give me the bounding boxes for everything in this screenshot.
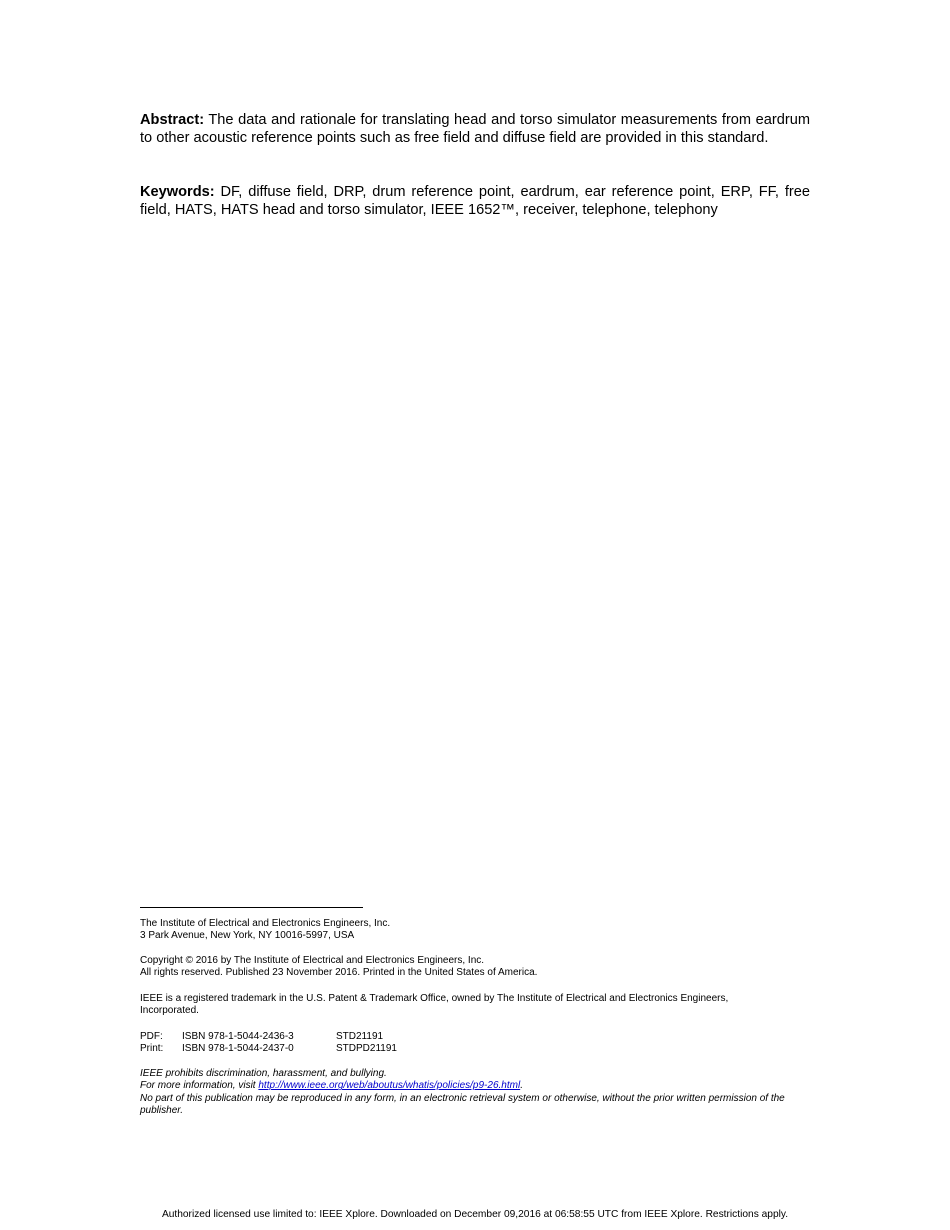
authorization-footer: Authorized licensed use limited to: IEEE Xplore. Downloaded on December 09,2016 at 06:58:55 UTC from IEEE Xplore. Restrictions apply. [161,1209,789,1220]
policy-block [140,1068,812,1118]
policy-statement: IEEE prohibits discrimination, harassment, and bullying. [140,1068,387,1079]
policy-info-suffix: . [520,1080,523,1092]
isbn-table [140,1031,397,1056]
reproduction-notice: No part of this publication may be reproduced in any form, in an electronic retrieval system or otherwise, without the prior written permission of the publisher. [140,1092,785,1117]
publisher-address: 3 Park Avenue, New York, NY 10016-5997, USA [140,930,355,942]
isbn-row-pdf [140,1031,397,1043]
isbn-code: STDPD21191 [336,1043,397,1055]
publisher-name: The Institute of Electrical and Electronics Engineers, Inc. [140,918,391,929]
isbn-row-print [140,1043,397,1055]
keywords-paragraph [140,183,810,219]
rights-line: All rights reserved. Published 23 November 2016. Printed in the United States of America. [140,967,538,979]
policy-link[interactable]: http://www.ieee.org/web/aboutus/whatis/policies/p9-26.html [258,1080,521,1092]
policy-info-line [140,1080,812,1092]
trademark-text: IEEE is a registered trademark in the U.S. Patent & Trademark Office, owned by The Institute of Electrical and Electronics Engineers, Incorporated. [140,993,729,1017]
abstract-label: Abstract: [140,112,205,128]
trademark-block [140,993,740,1018]
policy-info-prefix: For more information, visit [140,1080,259,1092]
abstract-paragraph [140,111,810,147]
copyright-line: Copyright © 2016 by The Institute of Electrical and Electronics Engineers, Inc. [140,955,485,966]
isbn-number: ISBN 978-1-5044-2437-0 [182,1043,294,1055]
isbn-format: Print: [140,1043,164,1055]
abstract-text: The data and rationale for translating head and torso simulator measurements from eardrum to other acoustic reference points such as free field and diffuse field are provided in this standard. [140,112,810,146]
keywords-label: Keywords: [140,184,215,200]
copyright-block [140,955,812,980]
isbn-number: ISBN 978-1-5044-2436-3 [182,1031,294,1042]
footnote-divider [140,907,363,908]
isbn-format: PDF: [140,1031,163,1042]
publisher-block [140,918,812,943]
keywords-text: DF, diffuse field, DRP, drum reference point, eardrum, ear reference point, ERP, FF, free field, HATS, HATS head and torso simulator, IEEE 1652™, receiver, telephone, telephony [140,184,810,218]
isbn-code: STD21191 [336,1031,384,1042]
